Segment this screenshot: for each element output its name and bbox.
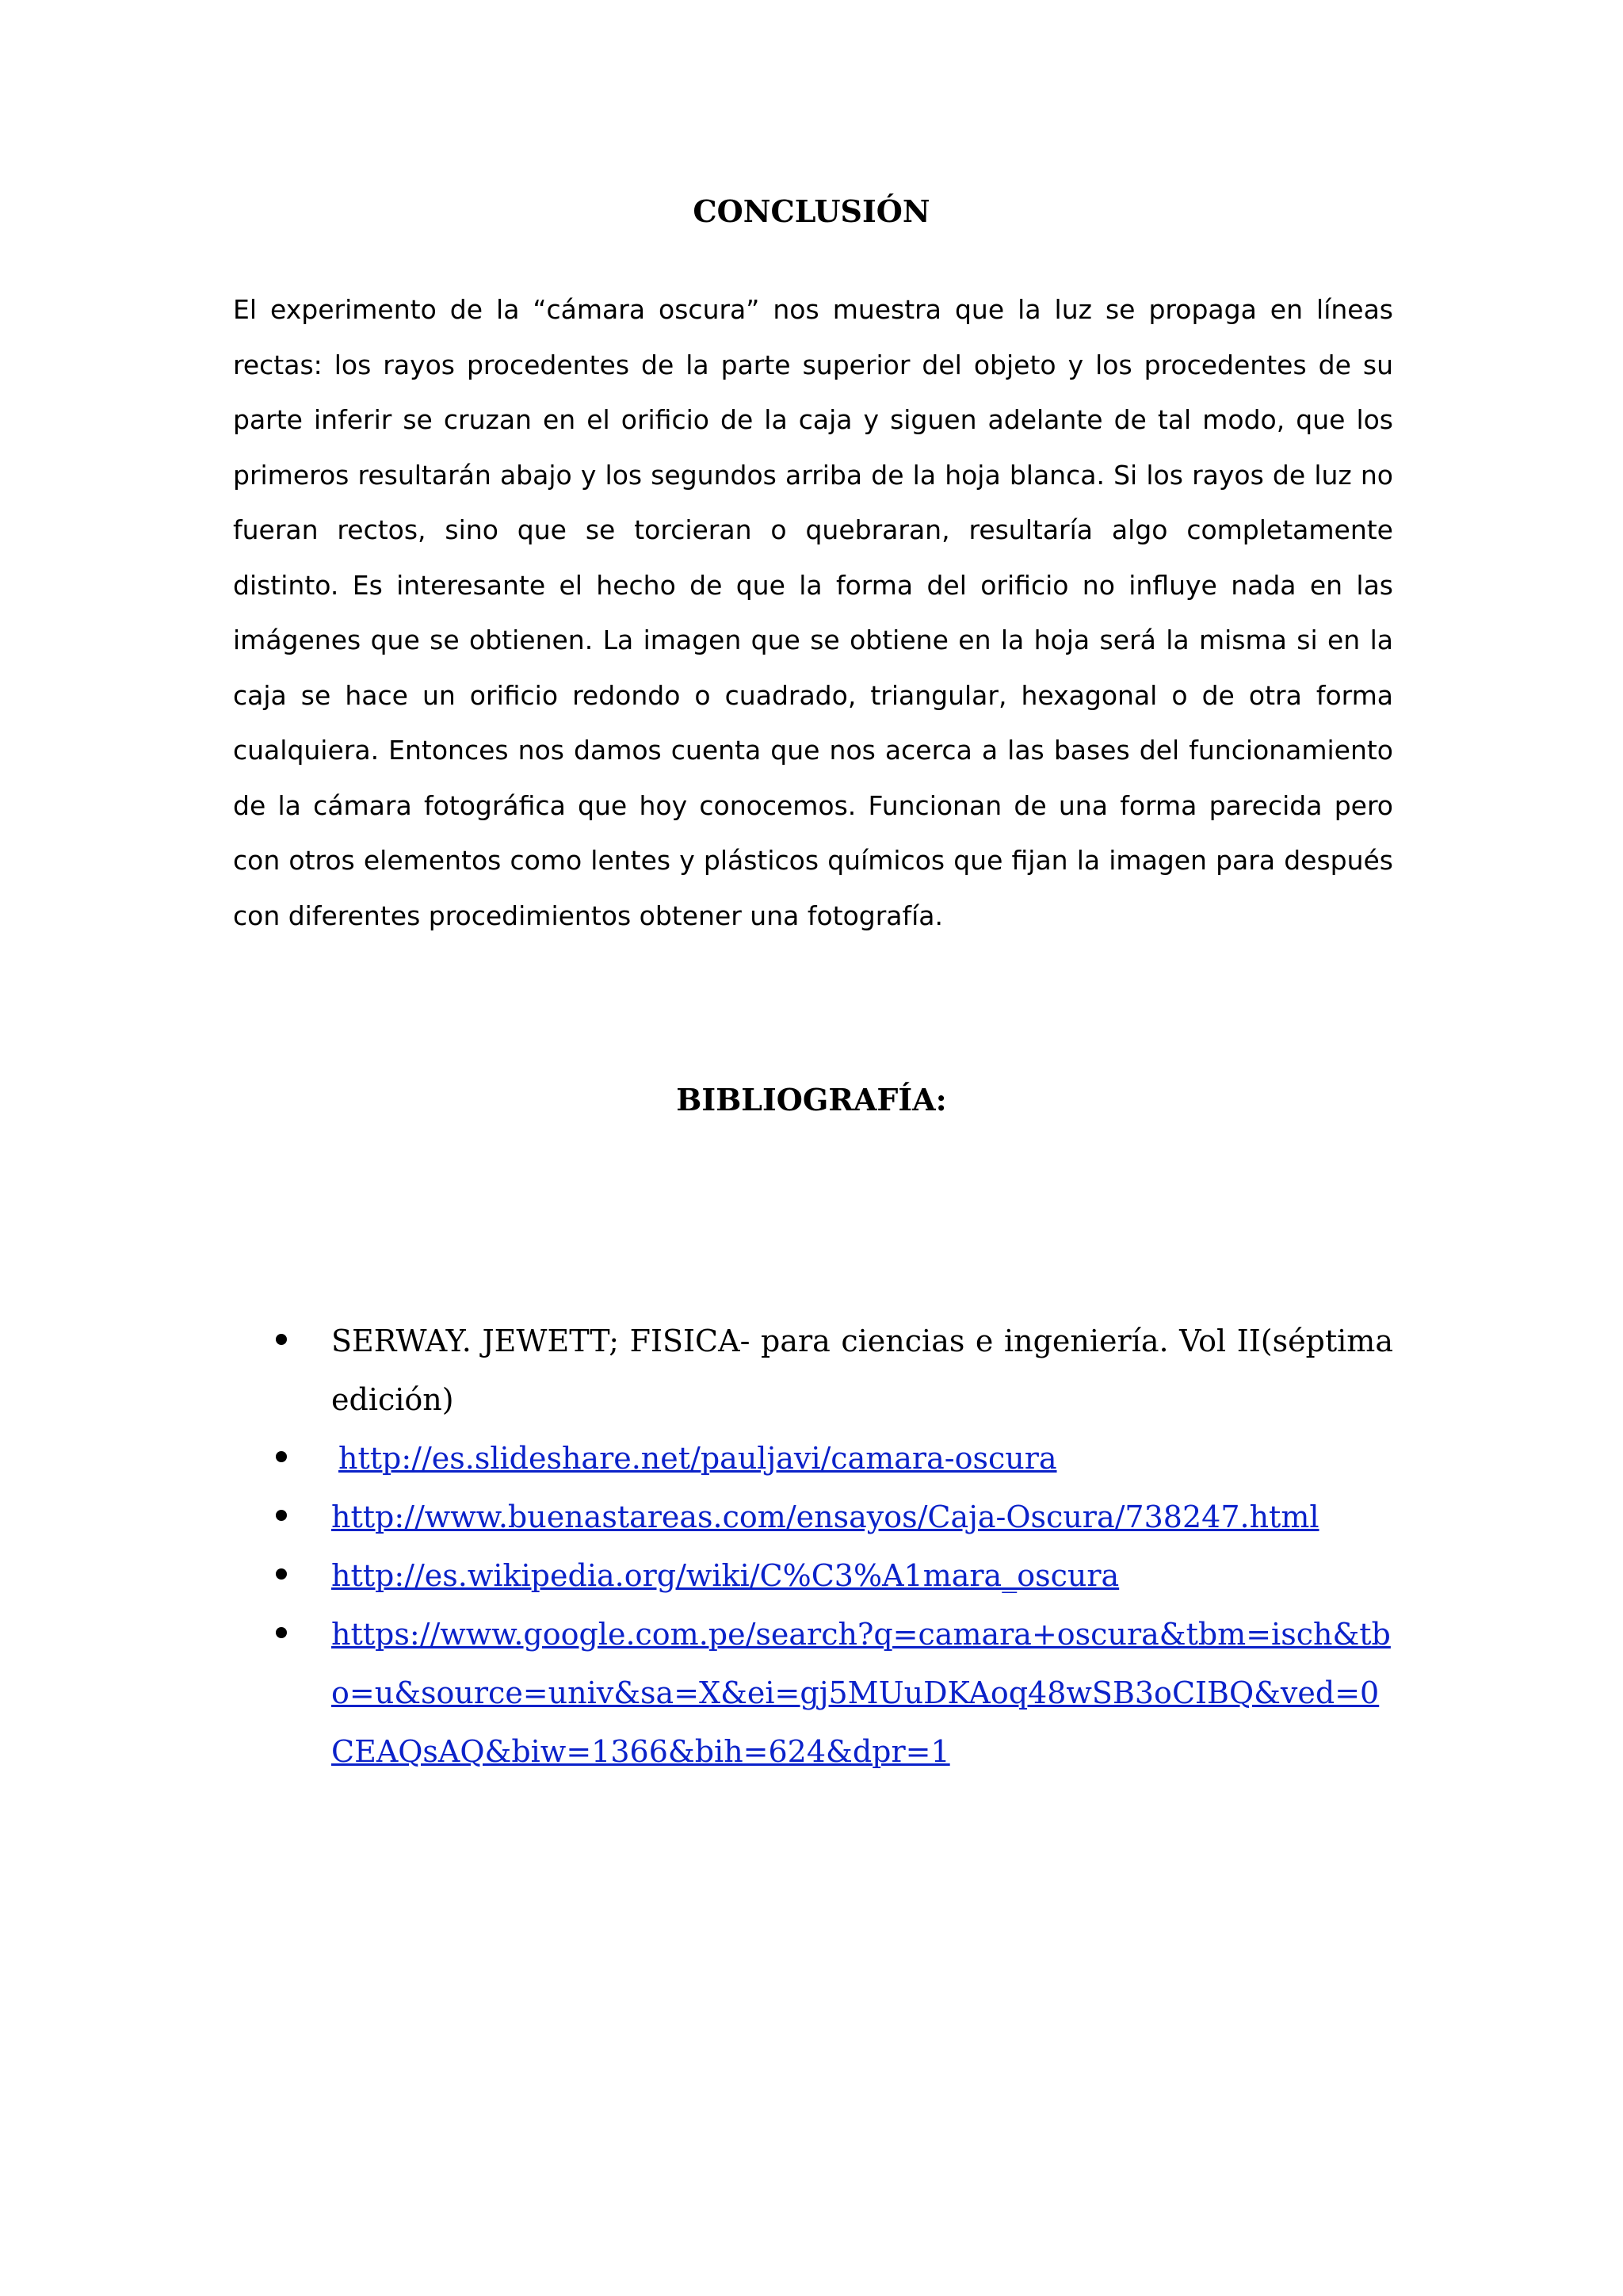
bibliography-heading: BIBLIOGRAFÍA: xyxy=(676,1082,947,1117)
bullet-icon xyxy=(276,1568,287,1580)
bibliography-item-buenastareas xyxy=(276,1488,1393,1546)
google-images-link[interactable]: https://www.google.com.pe/search?q=camara+oscura&tbm=isch&tbo=u&source=univ&sa=X&ei=gj5MUuDKAoq48wSB3oCIBQ&ved=0CEAQsAQ&biw=1366&bih=624&dpr=1 xyxy=(331,1617,1391,1769)
bibliography-item-google xyxy=(276,1605,1393,1781)
bibliography-item-slideshare xyxy=(276,1429,1393,1488)
bullet-icon xyxy=(276,1451,287,1462)
bullet-icon xyxy=(276,1627,287,1638)
book-reference: SERWAY. JEWETT; FISICA- para ciencias e ingeniería. Vol II(séptima edición) xyxy=(331,1324,1393,1417)
wikipedia-link[interactable]: http://es.wikipedia.org/wiki/C%C3%A1mara_oscura xyxy=(331,1558,1120,1593)
bibliography-item-wikipedia xyxy=(276,1546,1393,1605)
bibliography-list xyxy=(276,1312,1393,1781)
bullet-icon xyxy=(276,1510,287,1521)
buenastareas-link[interactable]: http://www.buenastareas.com/ensayos/Caja-Oscura/738247.html xyxy=(331,1499,1319,1534)
conclusion-heading: CONCLUSIÓN xyxy=(693,193,930,229)
conclusion-paragraph: El experimento de la “cámara oscura” nos muestra que la luz se propaga en líneas rectas: los rayos procedentes de la parte superior del objeto y los procedentes de su parte inferir se cruzan en el orificio de la caja y siguen adelante de tal modo, que los primeros resultarán abajo y los segundos arriba de la hoja blanca. Si los rayos de luz no fueran rectos, sino que se torcieran o quebraran, resultaría algo completamente distinto. Es interesante el hecho de que la forma del orificio no influye nada en las imágenes que se obtienen. La imagen que se obtiene en la hoja será la misma si en la caja se hace un orificio redondo o cuadrado, triangular, hexagonal o de otra forma cualquiera. Entonces nos damos cuenta que nos acerca a las bases del funcionamiento de la cámara fotográfica que hoy conocemos. Funcionan de una forma parecida pero con otros elementos como lentes y plásticos químicos que fijan la imagen para después con diferentes procedimientos obtener una fotografía. xyxy=(233,294,1393,931)
bibliography-item-book xyxy=(276,1312,1393,1429)
slideshare-link[interactable]: http://es.slideshare.net/pauljavi/camara-oscura xyxy=(338,1441,1057,1476)
bullet-icon xyxy=(276,1334,287,1345)
